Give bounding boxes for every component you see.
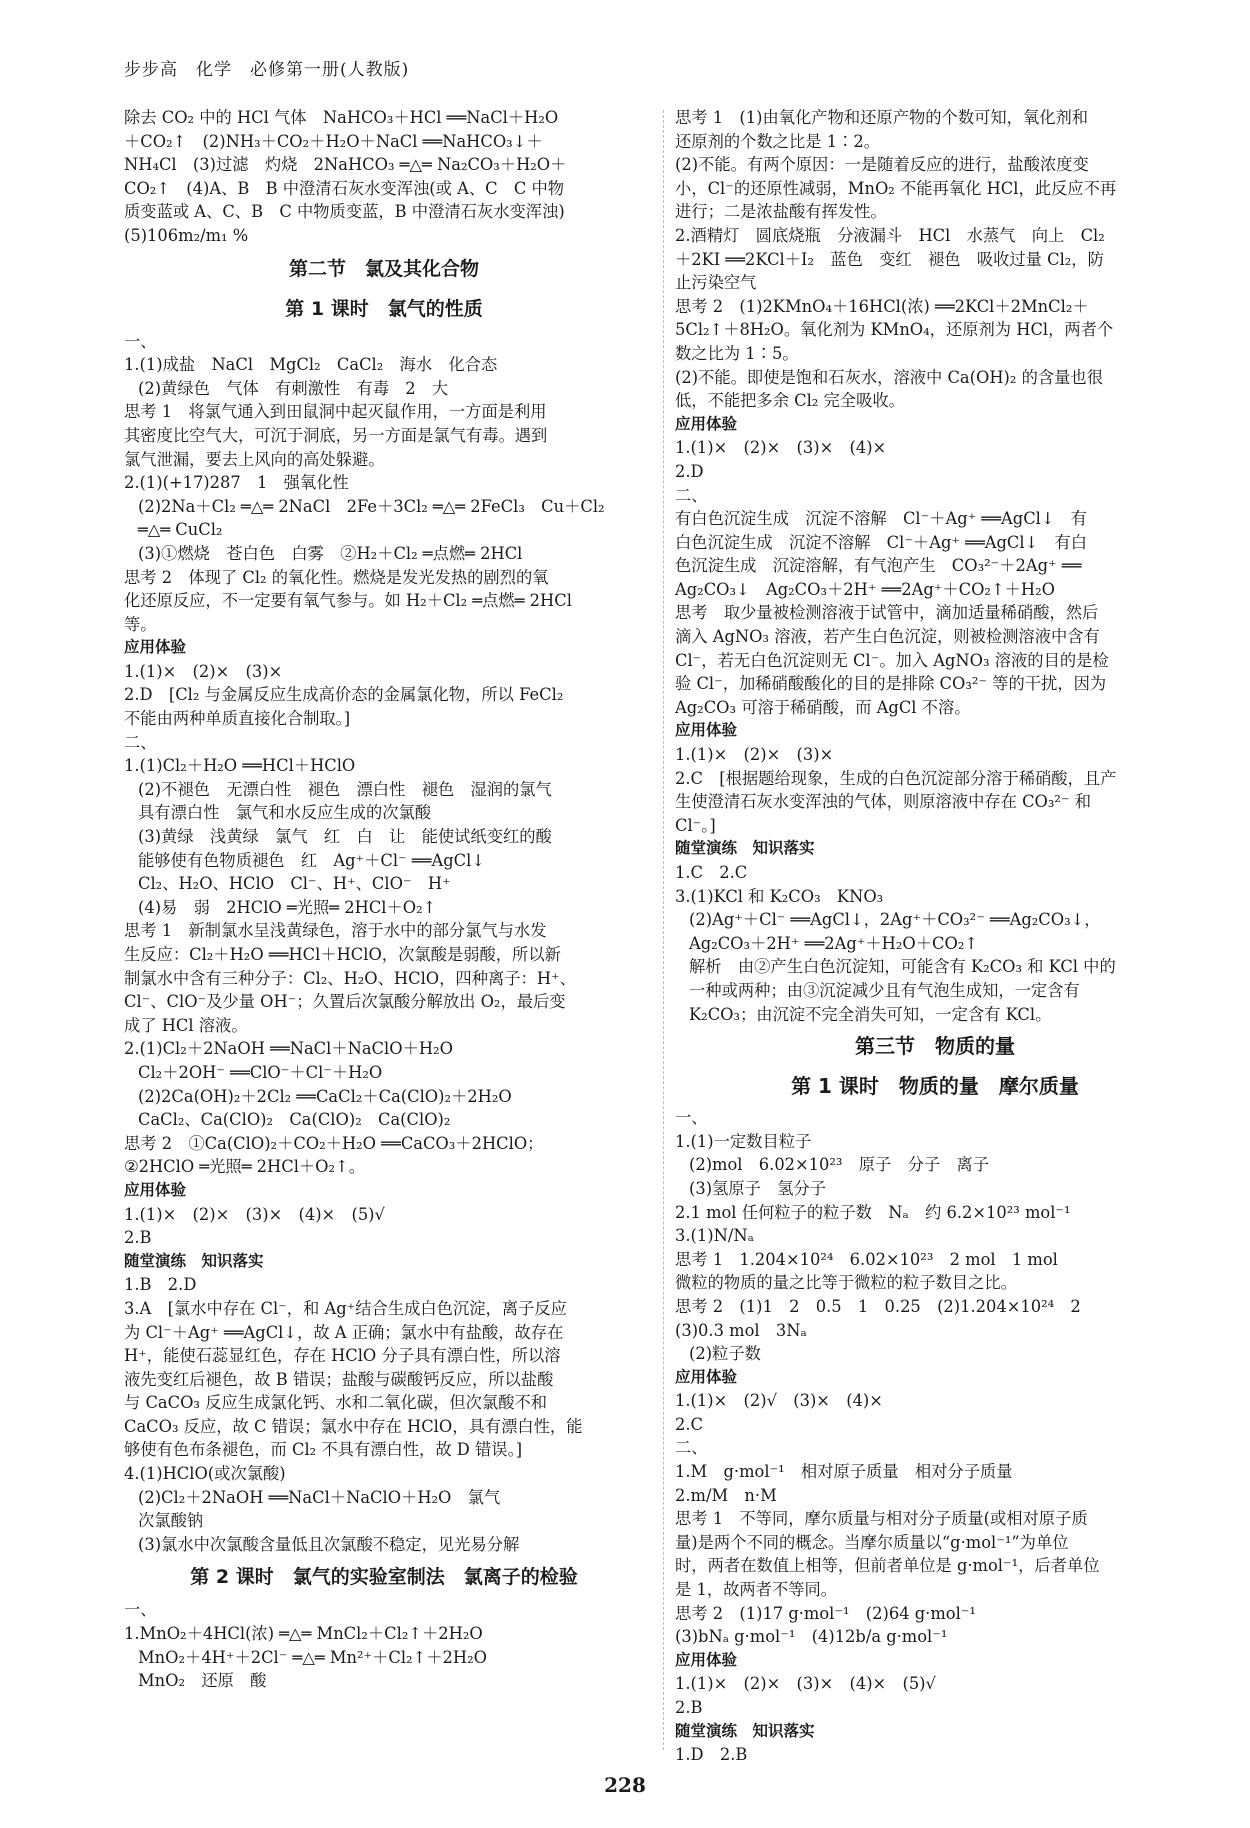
subsection-heading: 随堂演练 知识落实 bbox=[675, 1721, 815, 1740]
text-line: 2.酒精灯 圆底烧瓶 分液漏斗 HCl 水蒸气 向上 Cl₂ bbox=[675, 225, 1105, 245]
text-line: 1.(1)一定数目粒子 bbox=[675, 1131, 812, 1151]
text-line: 思考 1 1.204×10²⁴ 6.02×10²³ 2 mol 1 mol bbox=[675, 1249, 1058, 1269]
text-line: 思考 1 将氯气通入到田鼠洞中起灭鼠作用，一方面是利用 bbox=[124, 402, 547, 422]
running-header: 步步高 化学 必修第一册(人教版) bbox=[124, 60, 410, 80]
text-line: 思考 2 (1)1 2 0.5 1 0.25 (2)1.204×10²⁴ 2 bbox=[675, 1296, 1081, 1316]
text-line: H⁺，能使石蕊显红色，存在 HClO 分子具有漂白性，所以溶 bbox=[124, 1346, 561, 1366]
text-line: Ag₂CO₃↓ Ag₂CO₃＋2H⁺ ══2Ag⁺＋CO₂↑＋H₂O bbox=[675, 579, 1055, 599]
text-line: 二、 bbox=[124, 732, 157, 752]
text-line: 具有漂白性 氯气和水反应生成的次氯酸 bbox=[138, 803, 432, 823]
text-line: ＋2KI ══2KCl＋I₂ 蓝色 变红 褪色 吸收过量 Cl₂，防 bbox=[675, 249, 1104, 269]
section-title: 第二节 氯及其化合物 bbox=[288, 257, 479, 280]
text-line: 化还原反应，不一定要有氧气参与。如 H₂＋Cl₂ ═点燃═ 2HCl bbox=[124, 591, 572, 611]
text-line: 1.C 2.C bbox=[675, 863, 748, 882]
text-line: 1.(1)× (2)× (3)× (4)× (5)√ bbox=[124, 1204, 385, 1224]
text-line: 为 Cl⁻＋Ag⁺ ══AgCl↓，故 A 正确；氯水中有盐酸，故存在 bbox=[124, 1322, 564, 1342]
text-line: ②2HClO ═光照═ 2HCl＋O₂↑。 bbox=[124, 1157, 365, 1177]
text-line: 1.MnO₂＋4HCl(浓) ═△═ MnCl₂＋Cl₂↑＋2H₂O bbox=[124, 1624, 483, 1644]
text-line: 微粒的物质的量之比等于微粒的粒子数目之比。 bbox=[675, 1273, 1017, 1293]
text-line: 是 1，故两者不等同。 bbox=[675, 1580, 838, 1600]
text-line: 有白色沉淀生成 沉淀不溶解 Cl⁻＋Ag⁺ ══AgCl↓ 有 bbox=[675, 509, 1088, 529]
text-line: (2)2Ca(OH)₂＋2Cl₂ ══CaCl₂＋Ca(ClO)₂＋2H₂O bbox=[138, 1086, 512, 1106]
text-line: 时，两者在数值上相等，但前者单位是 g·mol⁻¹，后者单位 bbox=[675, 1556, 1100, 1576]
text-line: (2)不褪色 无漂白性 褪色 漂白性 褪色 湿润的氯气 bbox=[138, 779, 552, 799]
text-line: Ag₂CO₃ 可溶于稀硝酸，而 AgCl 不溶。 bbox=[675, 697, 971, 717]
text-line: 2.D bbox=[675, 461, 704, 481]
subsection-heading: 应用体验 bbox=[124, 1180, 187, 1199]
text-line: 2.D [Cl₂ 与金属反应生成高价态的金属氯化物，所以 FeCl₂ bbox=[124, 685, 564, 705]
text-line: (5)106m₂/m₁ % bbox=[124, 225, 249, 245]
text-line: 能够使有色物质褪色 红 Ag⁺＋Cl⁻ ══AgCl↓ bbox=[138, 850, 485, 870]
text-line: 思考 2 ①Ca(ClO)₂＋CO₂＋H₂O ══CaCO₃＋2HClO； bbox=[124, 1133, 544, 1153]
text-line: 次氯酸钠 bbox=[138, 1511, 204, 1531]
text-line: 进行；二是浓盐酸有挥发性。 bbox=[675, 202, 887, 222]
text-line: 一种或两种；由③沉淀减少且有气泡生成知，一定含有 bbox=[689, 980, 1080, 1000]
text-line: (3)氢原子 氢分子 bbox=[689, 1178, 827, 1198]
text-line: 解析 由②产生白色沉淀知，可能含有 K₂CO₃ 和 KCl 中的 bbox=[689, 957, 1116, 977]
text-line: 思考 1 (1)由氧化产物和还原产物的个数可知，氧化剂和 bbox=[675, 108, 1089, 127]
text-line: 低，不能把多余 Cl₂ 完全吸收。 bbox=[675, 391, 905, 411]
text-line: 除去 CO₂ 中的 HCl 气体 NaHCO₃＋HCl ══NaCl＋H₂O bbox=[124, 108, 559, 127]
text-line: 1.(1)× (2)× (3)× bbox=[124, 661, 283, 681]
text-line: Cl₂、H₂O、HClO Cl⁻、H⁺、ClO⁻ H⁺ bbox=[138, 874, 451, 894]
text-line: 够使有色布条褪色，而 Cl₂ 不具有漂白性，故 D 错误。] bbox=[124, 1440, 523, 1460]
subsection-heading: 应用体验 bbox=[124, 638, 187, 657]
subsection-heading: 应用体验 bbox=[675, 1650, 738, 1669]
text-line: 一、 bbox=[124, 1600, 157, 1620]
text-line: 3.A [氯水中存在 Cl⁻，和 Ag⁺结合生成白色沉淀，离子反应 bbox=[124, 1298, 567, 1318]
text-line: 3.(1)N/Nₐ bbox=[675, 1226, 754, 1246]
text-line: ＋CO₂↑ (2)NH₃＋CO₂＋H₂O＋NaCl ══NaHCO₃↓＋ bbox=[124, 131, 543, 151]
text-line: 1.(1)Cl₂＋H₂O ══HCl＋HClO bbox=[124, 756, 356, 776]
text-line: 1.D 2.B bbox=[675, 1745, 748, 1765]
text-line: (3)bNₐ g·mol⁻¹ (4)12b/a g·mol⁻¹ bbox=[675, 1627, 948, 1647]
text-line: (3)氯水中次氯酸含量低且次氯酸不稳定，见光易分解 bbox=[138, 1534, 520, 1554]
text-line: 等。 bbox=[124, 614, 157, 634]
text-line: 小，Cl⁻的还原性减弱，MnO₂ 不能再氧化 HCl，此反应不再 bbox=[675, 178, 1117, 198]
text-line: 量)是两个不同的概念。当摩尔质量以“g·mol⁻¹”为单位 bbox=[675, 1532, 1069, 1552]
text-line: CO₂↑ (4)A、B B 中澄清石灰水变浑浊(或 A、C C 中物 bbox=[124, 178, 565, 198]
text-line: 验 Cl⁻，加稀硝酸酸化的目的是排除 CO₃²⁻ 等的干扰，因为 bbox=[675, 674, 1107, 694]
text-line: 2.1 mol 任何粒子的粒子数 Nₐ 约 6.2×10²³ mol⁻¹ bbox=[675, 1202, 1071, 1222]
text-line: ═△═ CuCl₂ bbox=[138, 520, 223, 540]
left-column bbox=[124, 106, 644, 1693]
text-line: 思考 2 (1)2KMnO₄＋16HCl(浓) ══2KCl＋2MnCl₂＋ bbox=[675, 296, 1089, 316]
text-line: 4.(1)HClO(或次氯酸) bbox=[124, 1464, 286, 1484]
text-line: 滴入 AgNO₃ 溶液，若产生白色沉淀，则被检测溶液中含有 bbox=[675, 627, 1100, 647]
text-line: 还原剂的个数之比是 1∶2。 bbox=[675, 131, 880, 151]
text-line: (2)Ag⁺＋Cl⁻ ══AgCl↓，2Ag⁺＋CO₃²⁻ ══Ag₂CO₃↓， bbox=[689, 910, 1101, 930]
section-title: 第 1 课时 氯气的性质 bbox=[285, 297, 483, 320]
page-number: 228 bbox=[604, 1773, 646, 1797]
text-line: CaCl₂、Ca(ClO)₂ Ca(ClO)₂ Ca(ClO)₂ bbox=[138, 1110, 451, 1130]
text-line: (2)不能。即使是饱和石灰水，溶液中 Ca(OH)₂ 的含量也很 bbox=[675, 367, 1103, 387]
text-line: 止污染空气 bbox=[675, 273, 757, 293]
text-line: 2.B bbox=[675, 1698, 703, 1717]
text-line: 一、 bbox=[124, 331, 157, 351]
subsection-heading: 随堂演练 知识落实 bbox=[675, 839, 815, 858]
text-line: Cl₂＋2OH⁻ ══ClO⁻＋Cl⁻＋H₂O bbox=[138, 1062, 383, 1082]
text-line: 2.(1)Cl₂＋2NaOH ══NaCl＋NaClO＋H₂O bbox=[124, 1039, 453, 1059]
text-line: MnO₂ 还原 酸 bbox=[138, 1671, 267, 1691]
text-line: 1.(1)× (2)× (3)× (4)× bbox=[675, 438, 887, 458]
text-line: Cl⁻，若无白色沉淀则无 Cl⁻。加入 AgNO₃ 溶液的目的是检 bbox=[675, 650, 1109, 670]
text-line: 2.B bbox=[124, 1228, 152, 1248]
text-line: CaCO₃ 反应，故 C 错误；氯水中存在 HClO，具有漂白性，能 bbox=[124, 1416, 583, 1436]
text-line: (2)粒子数 bbox=[689, 1344, 761, 1364]
text-line: 2.C [根据题给现象，生成的白色沉淀部分溶于稀硝酸，且产 bbox=[675, 768, 1117, 788]
text-line: 思考 1 不等同，摩尔质量与相对分子质量(或相对原子质 bbox=[675, 1509, 1088, 1529]
text-line: Cl⁻。] bbox=[675, 815, 716, 835]
text-line: 2.(1)(+17)287 1 强氧化性 bbox=[124, 473, 349, 493]
section-title: 第三节 物质的量 bbox=[855, 1034, 1015, 1059]
text-line: 5Cl₂↑＋8H₂O。氧化剂为 KMnO₄，还原剂为 HCl，两者个 bbox=[675, 320, 1114, 340]
subsection-heading: 应用体验 bbox=[675, 721, 738, 740]
text-line: K₂CO₃；由沉淀不完全消失可知，一定含有 KCl。 bbox=[689, 1004, 1052, 1024]
text-line: 二、 bbox=[675, 1438, 708, 1458]
text-line: 思考 2 (1)17 g·mol⁻¹ (2)64 g·mol⁻¹ bbox=[675, 1603, 976, 1623]
text-line: (3)0.3 mol 3Nₐ bbox=[675, 1320, 807, 1340]
text-line: 二、 bbox=[675, 485, 708, 505]
text-line: Ag₂CO₃＋2H⁺ ══2Ag⁺＋H₂O＋CO₂↑ bbox=[689, 933, 978, 953]
text-line: 生反应：Cl₂＋H₂O ══HCl＋HClO，次氯酸是弱酸，所以新 bbox=[124, 945, 561, 964]
text-line: (3)①燃烧 苍白色 白雾 ②H₂＋Cl₂ ═点燃═ 2HCl bbox=[138, 543, 523, 563]
section-title: 第 1 课时 物质的量 摩尔质量 bbox=[791, 1074, 1079, 1099]
text-line: 3.(1)KCl 和 K₂CO₃ KNO₃ bbox=[675, 886, 884, 906]
text-line: 2.m/M n·M bbox=[675, 1485, 777, 1505]
text-line: 其密度比空气大，可沉于洞底，另一方面是氯气有毒。遇到 bbox=[124, 425, 548, 445]
text-line: 成了 HCl 溶液。 bbox=[124, 1015, 248, 1035]
text-line: 白色沉淀生成 沉淀不溶解 Cl⁻＋Ag⁺ ══AgCl↓ 有白 bbox=[675, 532, 1088, 552]
text-line: 与 CaCO₃ 反应生成氯化钙、水和二氧化碳，但次氯酸不和 bbox=[124, 1393, 548, 1413]
text-line: 1.(1)成盐 NaCl MgCl₂ CaCl₂ 海水 化合态 bbox=[124, 355, 498, 375]
text-line: 不能由两种单质直接化合制取。] bbox=[124, 709, 351, 729]
text-line: MnO₂＋4H⁺＋2Cl⁻ ═△═ Mn²⁺＋Cl₂↑＋2H₂O bbox=[138, 1647, 487, 1667]
text-line: (4)易 弱 2HClO ═光照═ 2HCl＋O₂↑ bbox=[138, 897, 437, 917]
text-line: 生使澄清石灰水变浑浊的气体，则原溶液中存在 CO₃²⁻ 和 bbox=[675, 792, 1091, 812]
text-line: 氯气泄漏，要去上风向的高处躲避。 bbox=[124, 449, 385, 469]
text-line: (2)Cl₂＋2NaOH ══NaCl＋NaClO＋H₂O 氯气 bbox=[138, 1487, 501, 1507]
text-line: 1.(1)× (2)× (3)× bbox=[675, 745, 834, 765]
text-line: 思考 取少量被检测溶液于试管中，滴加适量稀硝酸，然后 bbox=[675, 603, 1099, 623]
subsection-heading: 应用体验 bbox=[675, 1367, 738, 1386]
text-line: 思考 2 体现了 Cl₂ 的氧化性。燃烧是发光发热的剧烈的氧 bbox=[124, 567, 549, 587]
text-line: (2)2Na＋Cl₂ ═△═ 2NaCl 2Fe＋3Cl₂ ═△═ 2FeCl₃ Cu＋Cl₂ bbox=[138, 496, 605, 516]
text-line: 液先变红后褪色，故 B 错误；盐酸与碳酸钙反应，所以盐酸 bbox=[124, 1369, 554, 1389]
text-line: 1.(1)× (2)× (3)× (4)× (5)√ bbox=[675, 1674, 936, 1694]
text-line: 思考 1 新制氯水呈浅黄绿色，溶于水中的部分氯气与水发 bbox=[124, 921, 547, 941]
text-line: 1.B 2.D bbox=[124, 1275, 197, 1295]
text-line: (3)黄绿 浅黄绿 氯气 红 白 让 能使试纸变红的酸 bbox=[138, 827, 552, 847]
text-line: (2)不能。有两个原因：一是随着反应的进行，盐酸浓度变 bbox=[675, 155, 1089, 175]
section-title: 第 2 课时 氯气的实验室制法 氯离子的检验 bbox=[190, 1566, 578, 1589]
text-line: 色沉淀生成 沉淀溶解，有气泡产生 CO₃²⁻＋2Ag⁺ ══ bbox=[675, 556, 1082, 576]
right-column bbox=[675, 106, 1195, 1767]
text-line: 2.C bbox=[675, 1414, 703, 1434]
text-line: 数之比为 1∶5。 bbox=[675, 343, 799, 363]
text-line: 制氯水中含有三种分子：Cl₂、H₂O、HClO，四种离子：H⁺、 bbox=[124, 968, 576, 988]
column-divider bbox=[663, 110, 664, 1750]
text-line: (2)mol 6.02×10²³ 原子 分子 离子 bbox=[689, 1155, 989, 1175]
text-line: (2)黄绿色 气体 有刺激性 有毒 2 大 bbox=[138, 378, 449, 398]
text-line: 1.(1)× (2)√ (3)× (4)× bbox=[675, 1391, 883, 1411]
text-line: 质变蓝或 A、C、B C 中物质变蓝，B 中澄清石灰水变浑浊) bbox=[124, 202, 565, 222]
text-line: NH₄Cl (3)过滤 灼烧 2NaHCO₃ ═△═ Na₂CO₃＋H₂O＋ bbox=[124, 155, 567, 175]
text-line: Cl⁻、ClO⁻及少量 OH⁻；久置后次氯酸分解放出 O₂，最后变 bbox=[124, 992, 566, 1012]
text-line: 1.M g·mol⁻¹ 相对原子质量 相对分子质量 bbox=[675, 1462, 1013, 1482]
subsection-heading: 随堂演练 知识落实 bbox=[124, 1251, 264, 1270]
subsection-heading: 应用体验 bbox=[675, 414, 738, 433]
text-line: 一、 bbox=[675, 1108, 708, 1128]
